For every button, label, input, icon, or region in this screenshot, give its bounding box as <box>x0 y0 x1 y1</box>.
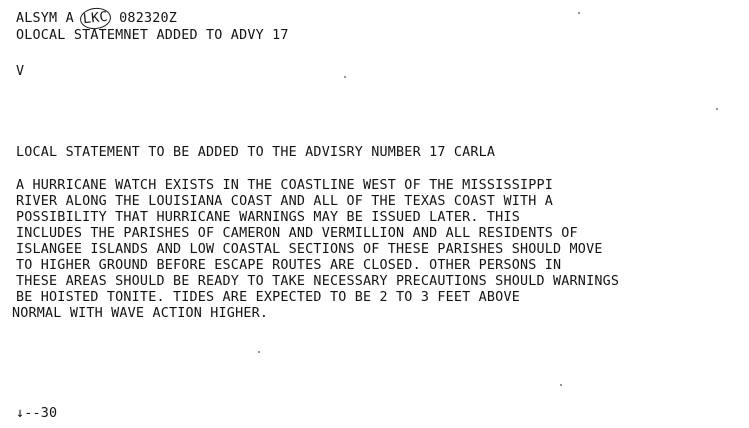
statement-line: ISLANGEE ISLANDS AND LOW COASTAL SECTIONS OF THESE PARISHES SHOULD MOVE <box>16 242 603 257</box>
statement-line: RIVER ALONG THE LOUISIANA COAST AND ALL OF THE TEXAS COAST WITH A <box>16 194 554 209</box>
paper-speck <box>344 76 346 78</box>
statement-line: TO HIGHER GROUND BEFORE ESCAPE ROUTES ARE CLOSED. OTHER PERSONS IN <box>16 258 562 273</box>
end-of-message-mark: ↓--30 <box>16 406 58 421</box>
statement-line: THESE AREAS SHOULD BE READY TO TAKE NECESSARY PRECAUTIONS SHOULD WARNINGS <box>16 274 620 289</box>
header-marker: V <box>16 64 25 79</box>
statement-line: A HURRICANE WATCH EXISTS IN THE COASTLINE WEST OF THE MISSISSIPPI <box>16 178 554 193</box>
paper-speck <box>716 108 718 110</box>
statement-title: LOCAL STATEMENT TO BE ADDED TO THE ADVISRY NUMBER 17 CARLA <box>16 145 496 160</box>
statement-line: BE HOISTED TONITE. TIDES ARE EXPECTED TO BE 2 TO 3 FEET ABOVE <box>16 290 520 305</box>
statement-line: POSSIBILITY THAT HURRICANE WARNINGS MAY BE ISSUED LATER. THIS <box>16 210 520 225</box>
circled-station-code: LKC <box>79 6 112 30</box>
paper-speck <box>258 351 260 353</box>
header-line <box>16 11 177 27</box>
header-time-code: 082320Z <box>110 11 178 26</box>
header-prefix: ALSYM A <box>16 11 83 26</box>
statement-line: NORMAL WITH WAVE ACTION HIGHER. <box>12 306 269 321</box>
header-subject: OLOCAL STATEMNET ADDED TO ADVY 17 <box>16 28 289 43</box>
paper-speck <box>578 12 580 14</box>
statement-line: INCLUDES THE PARISHES OF CAMERON AND VERMILLION AND ALL RESIDENTS OF <box>16 226 578 241</box>
paper-speck <box>560 384 562 386</box>
